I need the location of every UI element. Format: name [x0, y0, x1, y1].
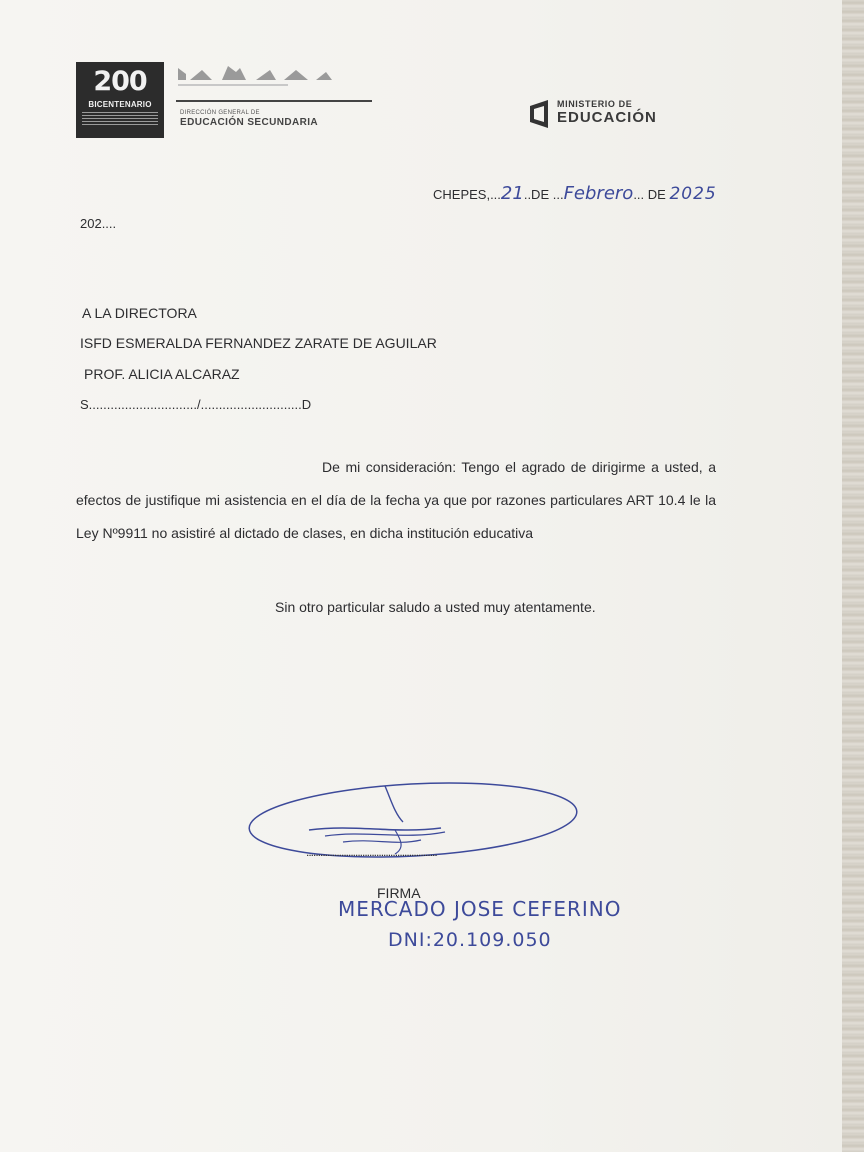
signature-label: FIRMA: [377, 885, 421, 901]
closing-line: Sin otro particular saludo a usted muy atentamente.: [275, 599, 596, 615]
ministry-caption: MINISTERIO DE: [557, 99, 633, 109]
signature-line: ........................................................: [306, 845, 437, 859]
body-paragraph: De mi consideración: Tengo el agrado de dirigirme a usted, a efectos de justifique mi asistencia en el día de la fecha ya que por razones particulares ART 10.4 le la Ley Nº9911 no asistiré al dictado de clases, en dicha institución educativa: [76, 459, 716, 541]
date-year: 2025: [669, 184, 717, 204]
recipient-name: PROF. ALICIA ALCARAZ: [84, 366, 240, 382]
recipient-institution: ISFD ESMERALDA FERNANDEZ ZARATE DE AGUILAR: [80, 335, 437, 351]
logo-number: 200: [93, 66, 147, 97]
la-rioja-logo: [176, 62, 346, 96]
salutation-line: S............................../............................D: [80, 397, 312, 412]
year-placeholder: 202....: [80, 216, 117, 231]
logo-title: BICENTENARIO: [88, 100, 152, 109]
recipient-title: A LA DIRECTORA: [82, 305, 197, 321]
logo-fine-print: [82, 112, 158, 126]
signer-name: MERCADO JOSE CEFERINO: [338, 897, 622, 921]
direction-caption: DIRECCIÓN GENERAL DE: [180, 110, 260, 116]
date-de-2: ... DE: [633, 187, 666, 202]
date-day: 21: [500, 183, 524, 204]
date-month: Febrero: [563, 183, 634, 204]
ministry-mark-icon: [528, 100, 550, 130]
ministry-name: EDUCACIÓN: [557, 109, 657, 126]
paper-edge: [842, 0, 864, 1152]
direction-name: EDUCACIÓN SECUNDARIA: [180, 117, 319, 128]
date-de-1: ..DE ...: [523, 187, 564, 202]
date-prefix: CHEPES,...: [433, 187, 501, 202]
letter-body: [76, 451, 716, 550]
header-rule: [176, 100, 372, 102]
signer-dni: DNI:20.109.050: [388, 929, 552, 951]
date-line: [433, 183, 717, 204]
